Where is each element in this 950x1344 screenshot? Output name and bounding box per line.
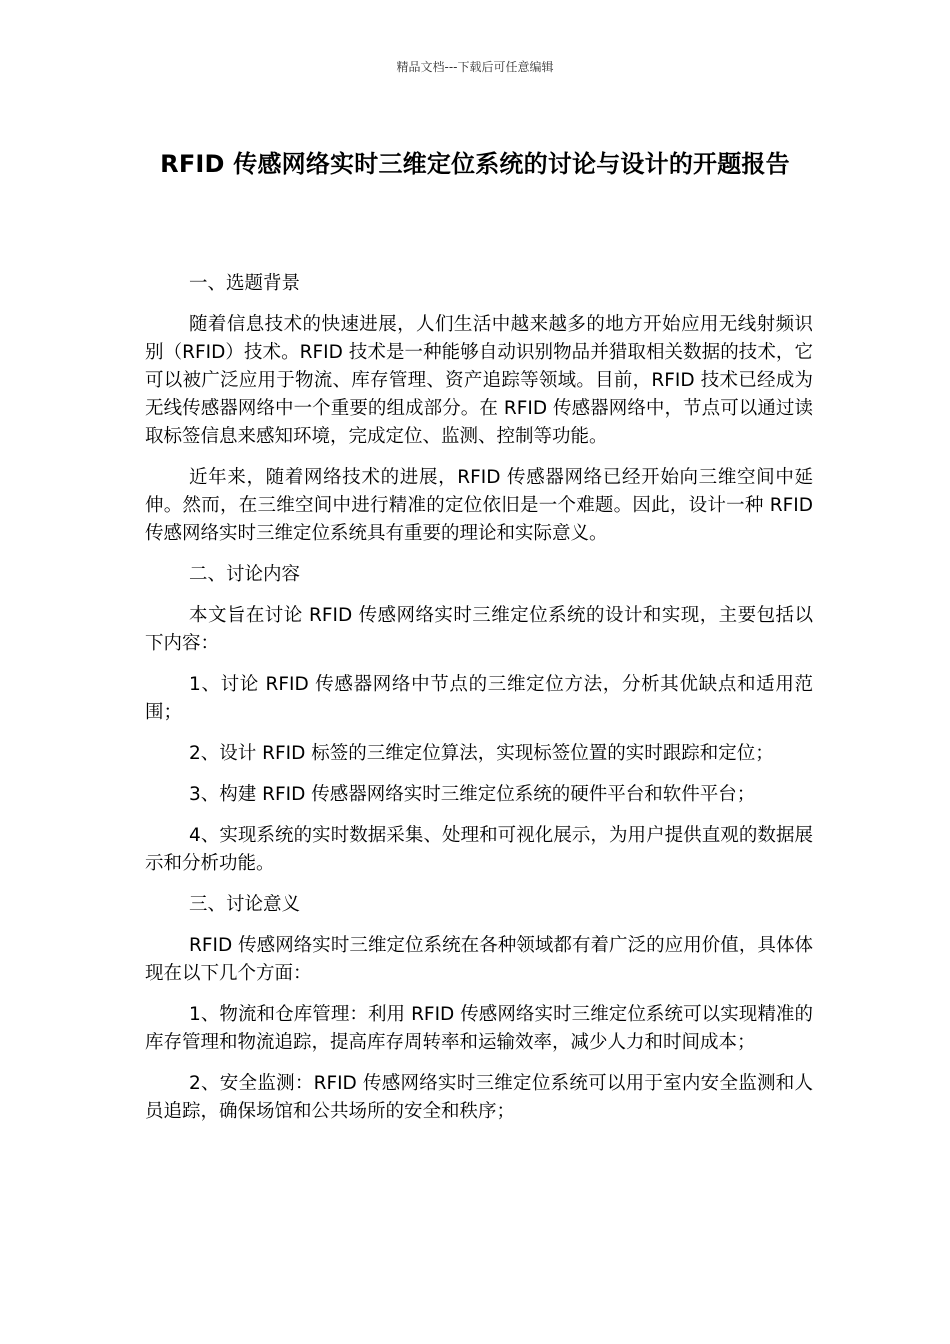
list-item: 2、设计 RFID 标签的三维定位算法，实现标签位置的实时跟踪和定位； <box>189 743 774 764</box>
list-item: 1、物流和仓库管理：利用 RFID 传感网络实时三维定位系统可以实现精准的库存管理和物流追踪，提高库存周转率和运输效率，减少人力和时间成本； <box>145 1004 813 1053</box>
paragraph: 本文旨在讨论 RFID 传感网络实时三维定位系统的设计和实现，主要包括以下内容： <box>145 605 813 654</box>
section-heading-content: 二、讨论内容 <box>189 564 301 585</box>
list-item: 2、安全监测：RFID 传感网络实时三维定位系统可以用于室内安全监测和人员追踪，确保场馆和公共场所的安全和秩序； <box>145 1073 813 1122</box>
list-item: 4、实现系统的实时数据采集、处理和可视化展示，为用户提供直观的数据展示和分析功能。 <box>145 825 813 874</box>
document-body <box>145 270 813 1139</box>
list-item: 3、构建 RFID 传感器网络实时三维定位系统的硬件平台和软件平台； <box>189 784 756 805</box>
paragraph: 随着信息技术的快速进展，人们生活中越来越多的地方开始应用无线射频识别（RFID）技术。RFID 技术是一种能够自动识别物品并猎取相关数据的技术，它可以被广泛应用于物流、库存管理、资产追踪等领域。目前，RFID 技术已经成为无线传感器网络中一个重要的组成部分。在 RFID 传感器网络中，节点可以通过读取标签信息来感知环境，完成定位、监测、控制等功能。 <box>145 314 813 447</box>
paragraph: 近年来，随着网络技术的进展，RFID 传感器网络已经开始向三维空间中延伸。然而，在三维空间中进行精准的定位依旧是一个难题。因此，设计一种 RFID 传感网络实时三维定位系统具有重要的理论和实际意义。 <box>145 467 813 544</box>
section-heading-background: 一、选题背景 <box>189 273 301 294</box>
section-heading-significance: 三、讨论意义 <box>189 894 301 915</box>
paragraph: RFID 传感网络实时三维定位系统在各种领域都有着广泛的应用价值，具体体现在以下几个方面： <box>145 935 813 984</box>
list-item: 1、讨论 RFID 传感器网络中节点的三维定位方法，分析其优缺点和适用范围； <box>145 674 813 723</box>
document-title: RFID 传感网络实时三维定位系统的讨论与设计的开题报告 <box>160 150 790 178</box>
page-header-watermark: 精品文档---下载后可任意编辑 <box>396 60 554 74</box>
